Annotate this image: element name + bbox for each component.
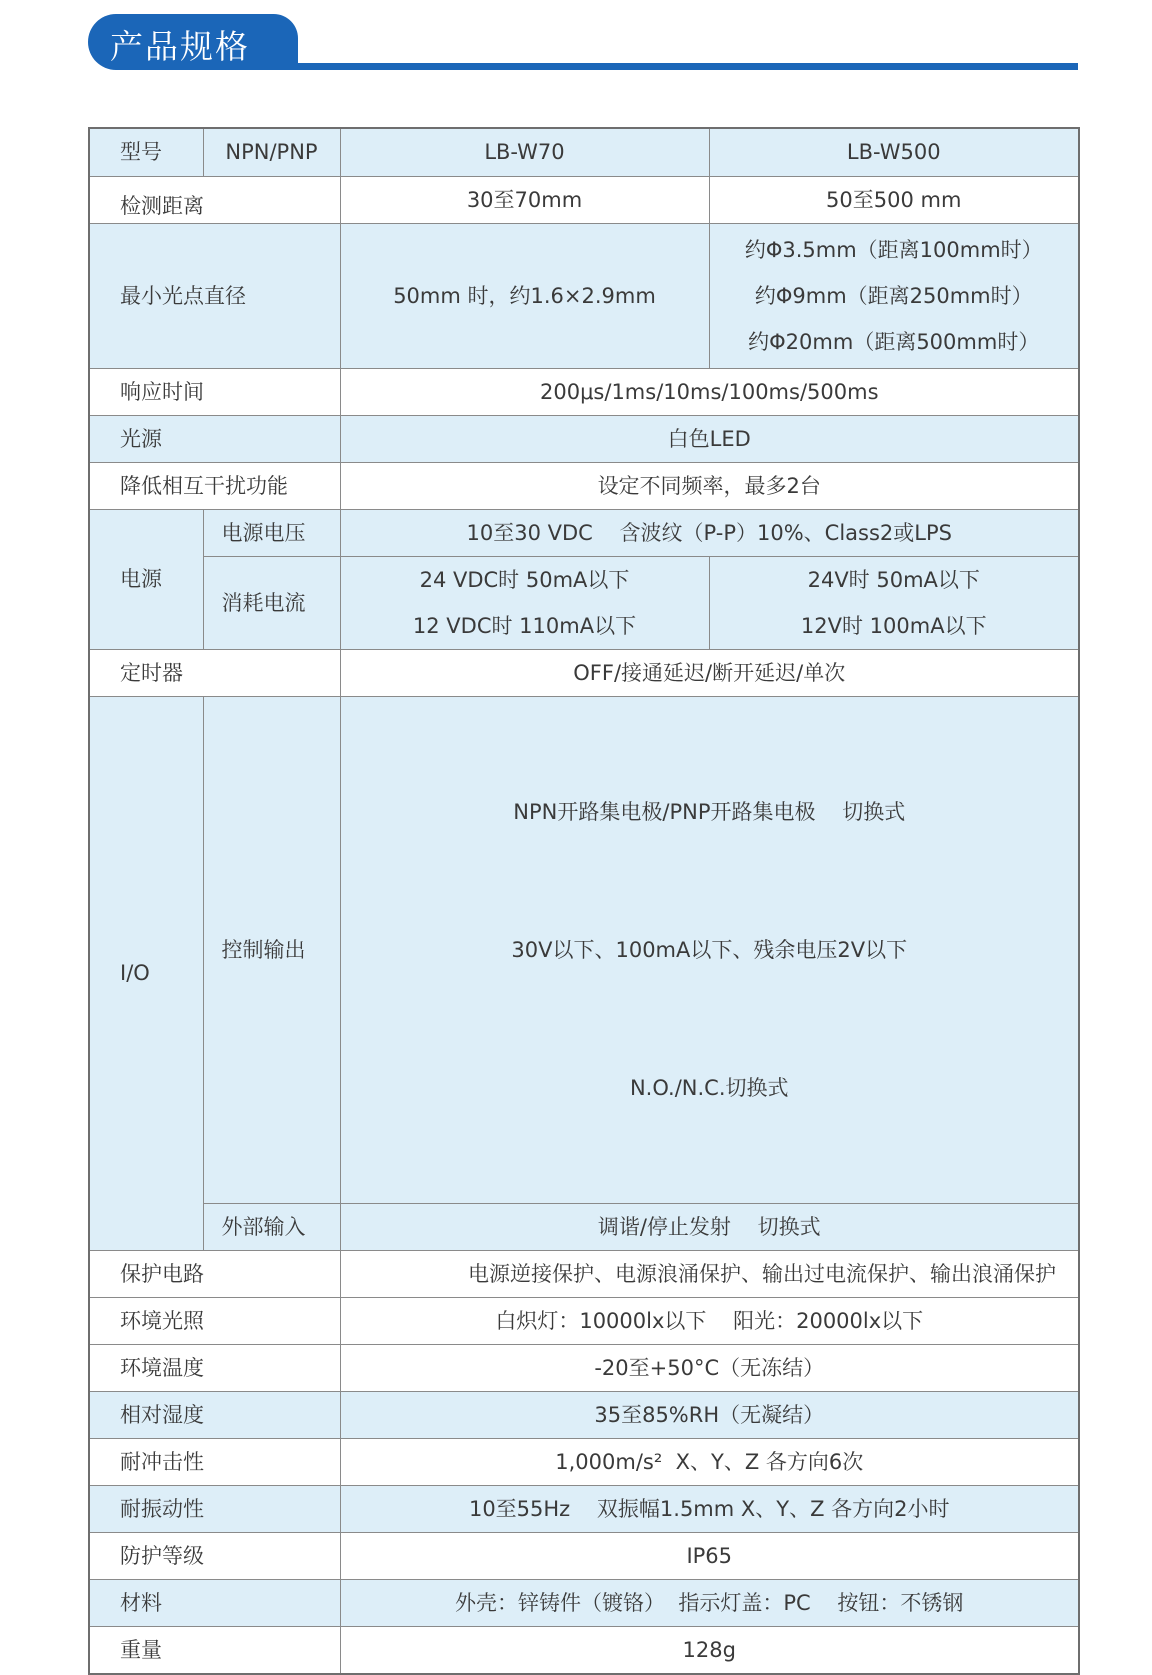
table-row-spot xyxy=(89,223,1079,368)
material-label: 材料 xyxy=(89,1579,340,1626)
protection-label: 保护电路 xyxy=(89,1250,340,1297)
weight-value: 128g xyxy=(340,1626,1079,1674)
table-row-ambient-temp xyxy=(89,1344,1079,1391)
section-title-tab xyxy=(88,14,298,70)
io-control-label: 控制输出 xyxy=(203,696,340,1203)
ambient-temp-label: 环境温度 xyxy=(89,1344,340,1391)
io-external-label: 外部输入 xyxy=(203,1203,340,1250)
model-w500: LB-W500 xyxy=(709,128,1079,176)
table-row-power-voltage xyxy=(89,509,1079,556)
power-voltage-label: 电源电压 xyxy=(203,509,340,556)
interference-value: 设定不同频率，最多2台 xyxy=(340,462,1079,509)
spot-w500-line: 约Φ9mm（距离250mm时） xyxy=(754,283,1033,308)
section-header xyxy=(88,14,1078,72)
spot-label: 最小光点直径 xyxy=(89,223,340,368)
header-rule xyxy=(278,63,1078,70)
io-label: I/O xyxy=(89,696,203,1250)
response-label: 响应时间 xyxy=(89,368,340,415)
power-current-label: 消耗电流 xyxy=(203,556,340,649)
power-current-w70-line: 24 VDC时 50mA以下 xyxy=(419,567,630,592)
detect-distance-w500: 50至500 mm xyxy=(709,176,1079,223)
table-row-timer xyxy=(89,649,1079,696)
power-current-w70 xyxy=(340,556,709,649)
io-control-line: N.O./N.C.切换式 xyxy=(629,1075,789,1100)
power-current-w500 xyxy=(709,556,1079,649)
shock-value: 1,000m/s² X、Y、Z 各方向6次 xyxy=(340,1438,1079,1485)
table-row-shock xyxy=(89,1438,1079,1485)
section-title: 产品规格 xyxy=(110,27,250,66)
ambient-temp-value: -20至+50°C（无冻结） xyxy=(340,1344,1079,1391)
protection-class-label: 防护等级 xyxy=(89,1532,340,1579)
light-source-label: 光源 xyxy=(89,415,340,462)
response-value: 200μs/1ms/10ms/100ms/500ms xyxy=(340,368,1079,415)
protection-value: 电源逆接保护、电源浪涌保护、输出过电流保护、输出浪涌保护 xyxy=(340,1250,1079,1297)
humidity-label: 相对湿度 xyxy=(89,1391,340,1438)
table-row-ambient-light xyxy=(89,1297,1079,1344)
table-row-interference xyxy=(89,462,1079,509)
io-control-line: 30V以下、100mA以下、残余电压2V以下 xyxy=(511,937,908,962)
model-label: 型号 xyxy=(89,128,203,176)
table-row-weight xyxy=(89,1626,1079,1674)
model-w70: LB-W70 xyxy=(340,128,709,176)
npn-pnp-label: NPN/PNP xyxy=(203,128,340,176)
spot-w500 xyxy=(709,223,1079,368)
table-row-material xyxy=(89,1579,1079,1626)
vibration-value: 10至55Hz 双振幅1.5mm X、Y、Z 各方向2小时 xyxy=(340,1485,1079,1532)
table-row-power-current xyxy=(89,556,1079,649)
light-source-value: 白色LED xyxy=(340,415,1079,462)
power-current-w500-line: 12V时 100mA以下 xyxy=(800,613,987,638)
interference-label: 降低相互干扰功能 xyxy=(89,462,340,509)
table-row-humidity xyxy=(89,1391,1079,1438)
spec-table xyxy=(88,127,1080,1675)
io-external-value: 调谐/停止发射 切换式 xyxy=(340,1203,1079,1250)
power-voltage-value: 10至30 VDC 含波纹（P-P）10%、Class2或LPS xyxy=(340,509,1079,556)
ambient-light-label: 环境光照 xyxy=(89,1297,340,1344)
timer-label: 定时器 xyxy=(89,649,340,696)
table-row-protection-class xyxy=(89,1532,1079,1579)
ambient-light-value: 白炽灯：10000lx以下 阳光：20000lx以下 xyxy=(340,1297,1079,1344)
table-row-model xyxy=(89,128,1079,176)
io-control-line: NPN开路集电极/PNP开路集电极 切换式 xyxy=(513,799,906,824)
power-label: 电源 xyxy=(89,509,203,649)
detect-distance-label: 检测距离 xyxy=(89,176,340,223)
table-row-response xyxy=(89,368,1079,415)
table-row-io-control xyxy=(89,696,1079,1203)
io-control-value xyxy=(340,696,1079,1203)
table-row-io-external xyxy=(89,1203,1079,1250)
power-current-w70-line: 12 VDC时 110mA以下 xyxy=(412,613,637,638)
shock-label: 耐冲击性 xyxy=(89,1438,340,1485)
spot-w500-line: 约Φ3.5mm（距离100mm时） xyxy=(744,237,1043,262)
spot-w70: 50mm 时，约1.6×2.9mm xyxy=(340,223,709,368)
table-row-vibration xyxy=(89,1485,1079,1532)
protection-class-value: IP65 xyxy=(340,1532,1079,1579)
table-row-protection xyxy=(89,1250,1079,1297)
detect-distance-w70: 30至70mm xyxy=(340,176,709,223)
vibration-label: 耐振动性 xyxy=(89,1485,340,1532)
timer-value: OFF/接通延迟/断开延迟/单次 xyxy=(340,649,1079,696)
power-current-w500-line: 24V时 50mA以下 xyxy=(807,567,980,592)
table-row-light-source xyxy=(89,415,1079,462)
weight-label: 重量 xyxy=(89,1626,340,1674)
spot-w500-line: 约Φ20mm（距离500mm时） xyxy=(748,329,1040,354)
material-value: 外壳：锌铸件（镀铬） 指示灯盖：PC 按钮：不锈钢 xyxy=(340,1579,1079,1626)
table-row-detect-distance xyxy=(89,176,1079,223)
humidity-value: 35至85%RH（无凝结） xyxy=(340,1391,1079,1438)
